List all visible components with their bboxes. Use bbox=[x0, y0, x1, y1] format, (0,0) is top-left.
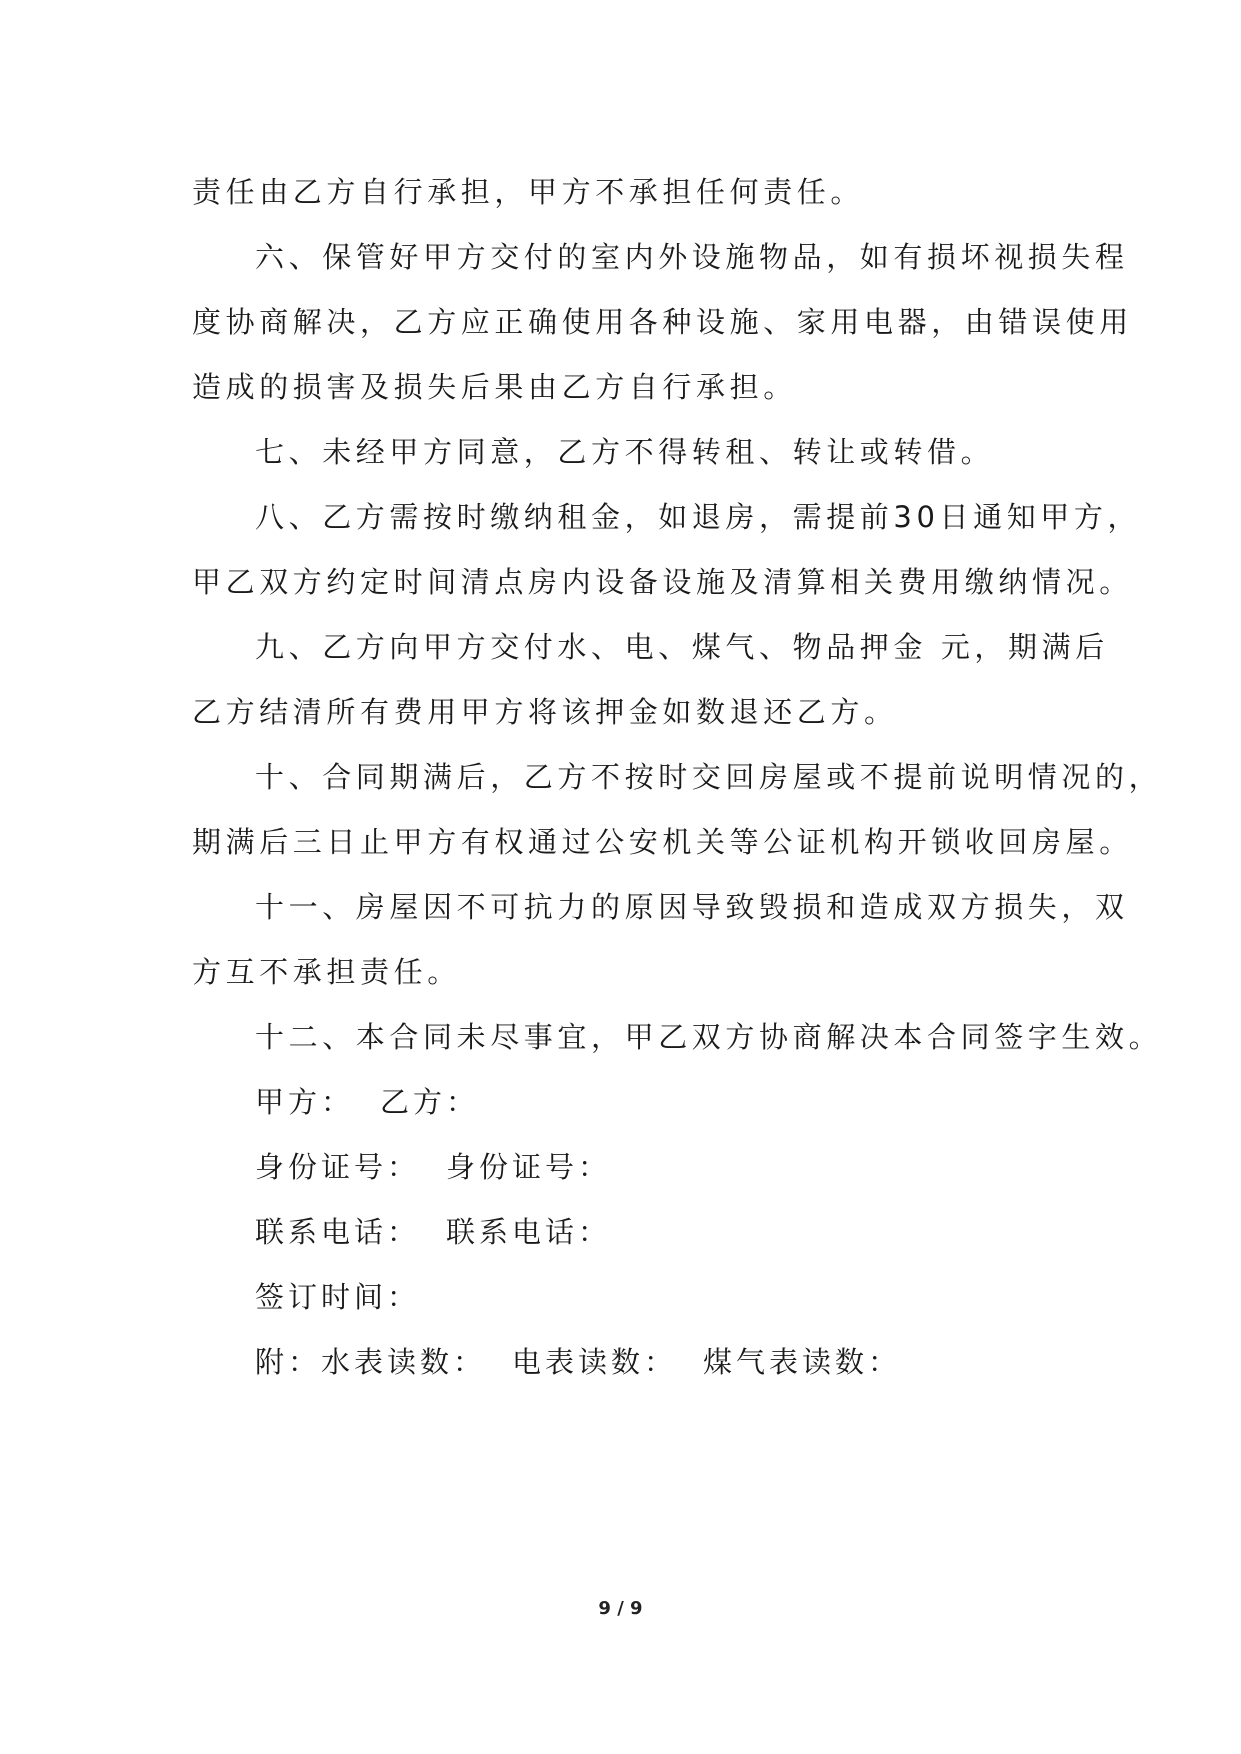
electric-meter-label: 电表读数： bbox=[512, 1345, 678, 1379]
paragraph-line: 六、保管好甲方交付的室内外设施物品，如有损坏视损失程 bbox=[255, 240, 1129, 274]
party-b-label: 乙方： bbox=[380, 1085, 480, 1119]
paragraph-line: 方互不承担责任。 bbox=[192, 955, 461, 989]
signature-phone-row bbox=[192, 1200, 1072, 1265]
signature-id-row bbox=[192, 1135, 1072, 1200]
paragraph-line: 十一、房屋因不可抗力的原因导致毁损和造成双方损失，双 bbox=[255, 890, 1129, 924]
water-meter-label: 附：水表读数： bbox=[255, 1345, 487, 1379]
paragraph-line: 造成的损害及损失后果由乙方自行承担。 bbox=[192, 370, 797, 404]
party-b-id-label: 身份证号： bbox=[446, 1150, 612, 1184]
paragraph-line: 十二、本合同未尽事宜，甲乙双方协商解决本合同签字生效。 bbox=[255, 1020, 1163, 1054]
paragraph-line: 九、乙方向甲方交付水、电、煤气、物品押金 元，期满后 bbox=[255, 630, 1109, 664]
paragraph-line: 十、合同期满后，乙方不按时交回房屋或不提前说明情况的， bbox=[255, 760, 1163, 794]
paragraph-line: 乙方结清所有费用甲方将该押金如数退还乙方。 bbox=[192, 695, 898, 729]
sign-date-label: 签订时间： bbox=[255, 1280, 421, 1314]
paragraph-line: 责任由乙方自行承担，甲方不承担任何责任。 bbox=[192, 175, 865, 209]
party-b-phone-label: 联系电话： bbox=[446, 1215, 612, 1249]
appendix-meter-row bbox=[192, 1330, 1072, 1395]
paragraph-line: 甲乙双方约定时间清点房内设备设施及清算相关费用缴纳情况。 bbox=[192, 565, 1133, 599]
party-a-id-label: 身份证号： bbox=[255, 1150, 421, 1184]
party-a-phone-label: 联系电话： bbox=[255, 1215, 421, 1249]
party-a-label: 甲方： bbox=[255, 1085, 355, 1119]
paragraph-line: 七、未经甲方同意，乙方不得转租、转让或转借。 bbox=[255, 435, 995, 469]
contract-body bbox=[192, 160, 1163, 1395]
gas-meter-label: 煤气表读数： bbox=[703, 1345, 902, 1379]
paragraph-line: 期满后三日止甲方有权通过公安机关等公证机构开锁收回房屋。 bbox=[192, 825, 1133, 859]
signature-parties-row bbox=[192, 1070, 1072, 1135]
paragraph-line: 度协商解决，乙方应正确使用各种设施、家用电器，由错误使用 bbox=[192, 305, 1133, 339]
signature-date-row bbox=[192, 1265, 1072, 1330]
page-number: 9 / 9 bbox=[598, 1598, 643, 1619]
paragraph-line: 八、乙方需按时缴纳租金，如退房，需提前30日通知甲方， bbox=[255, 500, 1142, 534]
